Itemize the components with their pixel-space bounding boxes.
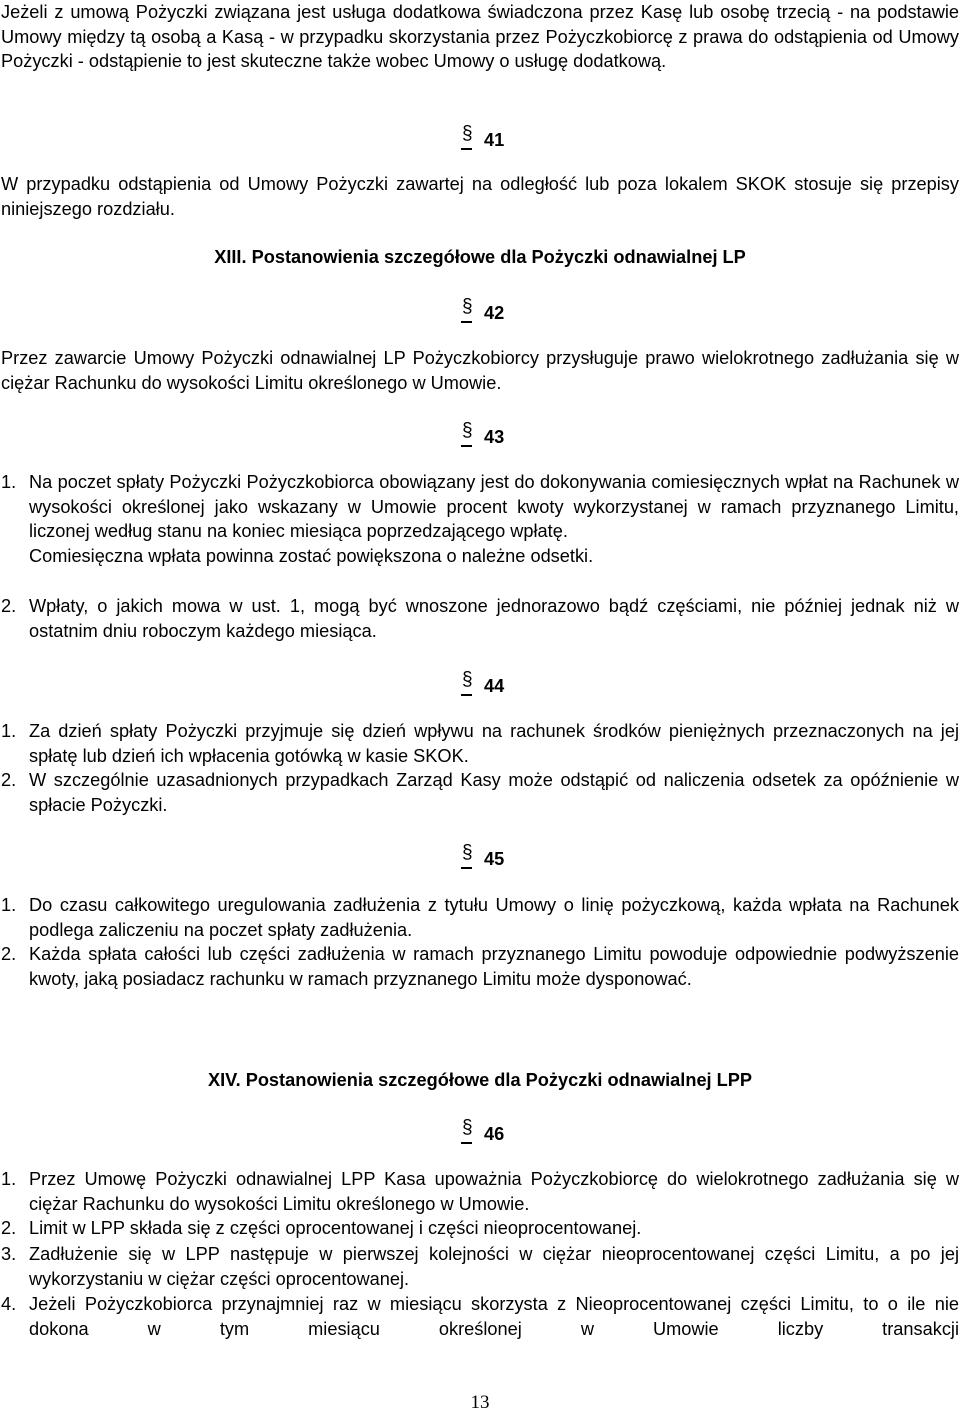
section-title-xiii: XIII. Postanowienia szczegółowe dla Pożyczki odnawialnej LP	[214, 247, 746, 267]
item-number: 1.	[1, 895, 17, 915]
item-number: 2.	[1, 1218, 17, 1238]
item-text: Jeżeli Pożyczkobiorca przynajmniej raz w miesiącu skorzysta z Nieoprocentowanej części Limitu, to o ile nie dokona w tym miesiącu określonej w Umowie liczby transakcji	[29, 1294, 959, 1339]
item-number: 3.	[1, 1244, 17, 1264]
list-item	[1, 470, 959, 568]
list-item	[1, 1242, 959, 1291]
paragraph-number: 41	[484, 130, 505, 150]
item-number: 2.	[1, 944, 17, 964]
section-title-xiv: XIV. Postanowienia szczegółowe dla Pożyczki odnawialnej LPP	[207, 1070, 753, 1090]
item-text: Limit w LPP składa się z części oprocentowanej i części nieoprocentowanej.	[29, 1218, 642, 1238]
list-item	[1, 1216, 959, 1241]
list-item	[1, 594, 959, 643]
section-sign: §	[462, 1117, 473, 1138]
paragraph-heading-45	[461, 843, 504, 872]
item-number: 2.	[1, 770, 17, 790]
paragraph-number: 45	[484, 849, 505, 869]
paragraph-number: 43	[484, 427, 505, 447]
item-number: 4.	[1, 1294, 17, 1314]
paragraph-heading-43	[461, 421, 504, 450]
page-number: 13	[470, 1392, 490, 1413]
paragraph-heading-46	[461, 1118, 504, 1147]
list-item	[1, 942, 959, 991]
item-number: 1.	[1, 721, 17, 741]
section-sign: §	[462, 420, 473, 441]
section-sign: §	[462, 842, 473, 863]
section-sign: §	[462, 669, 473, 690]
item-number: 1.	[1, 1169, 17, 1189]
paragraph-41-text: W przypadku odstąpienia od Umowy Pożyczki zawartej na odległość lub poza lokalem SKOK stosuje się przepisy niniejszego rozdziału.	[1, 174, 959, 219]
item-text: Przez Umowę Pożyczki odnawialnej LPP Kasa upoważnia Pożyczkobiorcę do wielokrotnego zadłużania się w ciężar Rachunku do wysokości Limitu określonego w Umowie.	[29, 1169, 959, 1214]
paragraph-number: 46	[484, 1124, 505, 1144]
item-text: Wpłaty, o jakich mowa w ust. 1, mogą być wnoszone jednorazowo bądź częściami, nie później jednak niż w ostatnim dniu roboczym każdego miesiąca.	[29, 596, 959, 641]
intro-paragraph: Jeżeli z umową Pożyczki związana jest usługa dodatkowa świadczona przez Kasę lub osobę trzecią - na podstawie Umowy między tą osobą a Kasą - w przypadku skorzystania przez Pożyczkobiorcę z prawa do odstąpienia od Umowy Pożyczki - odstąpienie to jest skuteczne także wobec Umowy o usługę dodatkową.	[1, 2, 959, 71]
item-text: Zadłużenie się w LPP następuje w pierwszej kolejności w ciężar nieoprocentowanej części Limitu, a po jej wykorzystaniu w ciężar części oprocentowanej.	[29, 1244, 959, 1289]
list-item	[1, 893, 959, 942]
item-text: Na poczet spłaty Pożyczki Pożyczkobiorca obowiązany jest do dokonywania comiesięcznych wpłat na Rachunek w wysokości określonej jako wskazany w Umowie procent kwoty wykorzystanej w ramach przyznanego Limitu, liczonej według stanu na koniec miesiąca poprzedzającego wpłatę.	[29, 472, 959, 541]
list-item	[1, 719, 959, 768]
paragraph-42-text: Przez zawarcie Umowy Pożyczki odnawialnej LP Pożyczkobiorcy przysługuje prawo wielokrotnego zadłużania się w ciężar Rachunku do wysokości Limitu określonego w Umowie.	[1, 348, 959, 393]
section-sign: §	[462, 296, 473, 317]
paragraph-heading-41	[461, 124, 504, 153]
item-text: Do czasu całkowitego uregulowania zadłużenia z tytułu Umowy o linię pożyczkową, każda wpłata na Rachunek podlega zaliczeniu na poczet spłaty zadłużenia.	[29, 895, 959, 940]
item-number: 1.	[1, 472, 17, 492]
paragraph-heading-44	[461, 670, 504, 699]
item-text: Każda spłata całości lub części zadłużenia w ramach przyznanego Limitu powoduje odpowiednie podwyższenie kwoty, jaką posiadacz rachunku w ramach przyznanego Limitu może dysponować.	[29, 944, 959, 989]
item-number: 2.	[1, 596, 17, 616]
paragraph-number: 44	[484, 676, 505, 696]
list-item	[1, 1167, 959, 1216]
list-item	[1, 768, 959, 817]
item-extra-text: Comiesięczna wpłata powinna zostać powiększona o należne odsetki.	[29, 545, 594, 566]
paragraph-number: 42	[484, 303, 505, 323]
paragraph-heading-42	[461, 297, 504, 326]
list-item	[1, 1292, 959, 1341]
section-sign: §	[462, 123, 473, 144]
item-text: W szczególnie uzasadnionych przypadkach Zarząd Kasy może odstąpić od naliczenia odsetek za opóźnienie w spłacie Pożyczki.	[29, 770, 959, 815]
item-text: Za dzień spłaty Pożyczki przyjmuje się dzień wpływu na rachunek środków pieniężnych przeznaczonych na jej spłatę lub dzień ich wpłacenia gotówką w kasie SKOK.	[29, 721, 959, 766]
